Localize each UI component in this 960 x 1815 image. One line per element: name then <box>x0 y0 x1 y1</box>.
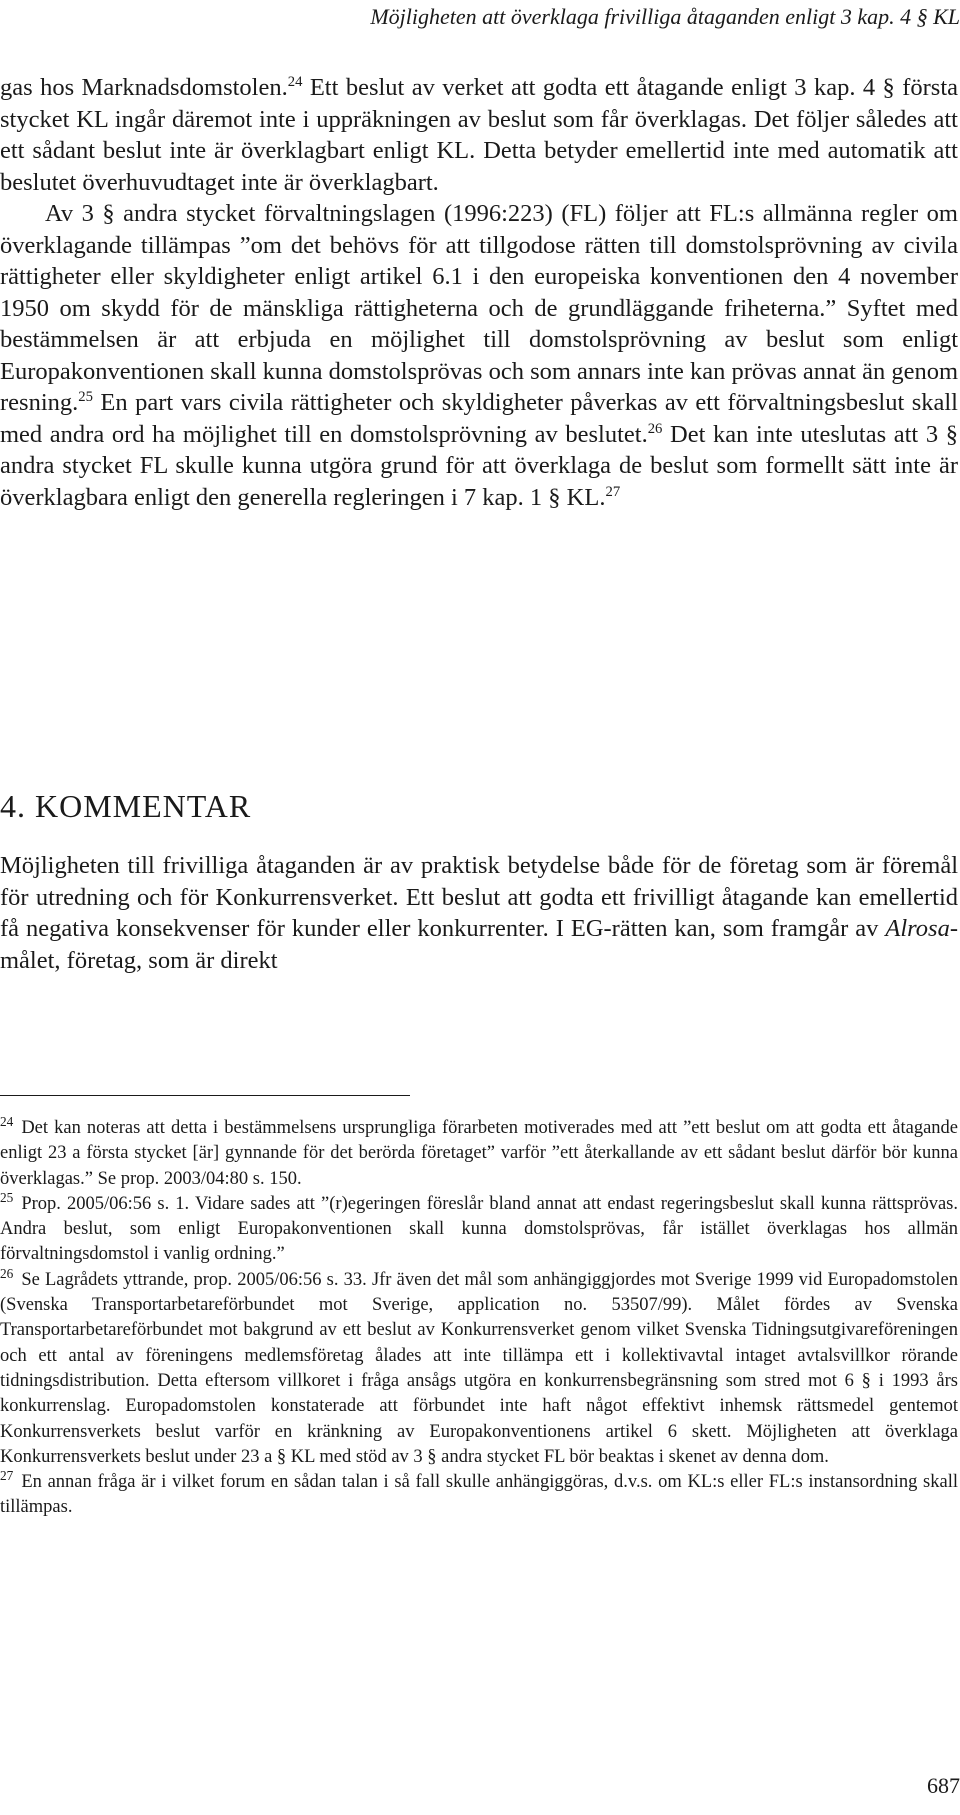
footnote-ref-25[interactable]: 25 <box>78 388 93 405</box>
body-text <box>0 72 958 513</box>
case-name: Alrosa <box>885 915 950 942</box>
section-paragraph: Möjligheten till frivilliga åtaganden är av praktisk betydelse både för de företag som är föremål för utredning och för Konkurrensverket. Ett beslut att godta ett frivilligt åtagande kan emellertid få negativa konsekvenser för kunder eller konkurrenter. I EG-rätten kan, som framgår av Alrosa-målet, företag, som är direkt <box>0 852 958 974</box>
page-number: 687 <box>927 1773 960 1798</box>
footnote-ref-24[interactable]: 24 <box>287 73 303 90</box>
paragraph-2: Av 3 § andra stycket förvaltningslagen (1996:223) (FL) följer att FL:s allmänna regler om överklagande tillämpas ”om det behövs för att tillgodose rätten till domstolsprövning av civila rättigheter eller skyldigheter enligt artikel 6.1 i den europeiska konventionen den 4 november 1950 om skydd för de mänskliga rättigheterna och de grundläggande friheterna.” Syftet med bestämmelsen är att erbjuda en möjlighet till domstolsprövning av beslut som enligt Europakonventionen skall kunna domstolsprövas och som annars inte kan prövas annat än genom resning.$^{25}$ En part vars civila rättigheter och skyldigheter påverkas av ett förvaltningsbeslut skall med andra ord ha möjlighet till en domstolsprövning av beslutet.$^{26}$ Det kan inte uteslutas att 3 § andra stycket FL skulle kunna utgöra grund för att överklaga de beslut som formellt sätt inte är överklagbara enligt den generella regleringen i 7 kap. 1 § KL.$^{27}$ <box>0 200 959 511</box>
footnote-25: $^{25}$ Prop. 2005/06:56 s. 1. Vidare sades att ”(r)egeringen föreslår bland annat att endast regeringsbeslut skall kunna rättsprövas. Andra beslut, som enligt Europakonventionen skall kunna domstolsprövas, får istället överklagas hos allmän förvaltningsdomstol i vanlig ordning.” <box>0 1189 958 1265</box>
footnote-ref-27[interactable]: 27 <box>605 483 621 500</box>
footnote-24: $^{24}$ Det kan noteras att detta i bestämmelsens ursprungliga förarbeten motiverades med att ”ett beslut om att godta ett åtagande enligt 23 a första stycket [är] gynnande för det berörda företaget” varför ”ett återkallande av ett sådant beslut därför bör kunna överklagas.” Se prop. 2003/04:80 s. 150. <box>0 1113 958 1189</box>
footnotes <box>0 1113 958 1521</box>
paragraph-1: gas hos Marknadsdomstolen.$^{24}$ Ett beslut av verket att godta ett åtagande enligt 3 kap. 4 § första stycket KL ingår däremot inte i uppräkningen av beslut som får överklagas. Det följer således att ett sådant beslut inte är överklagbart enligt KL. Detta betyder emellertid inte med automatik att beslutet överhuvudtaget inte är överklagbart. <box>0 73 958 196</box>
section-heading: 4. KOMMENTAR <box>0 788 252 824</box>
running-header: Möjligheten att överklaga frivilliga åtaganden enligt 3 kap. 4 § KL <box>370 4 960 29</box>
footnote-ref-26[interactable]: 26 <box>647 420 663 437</box>
footnote-26: $^{26}$ Se Lagrådets yttrande, prop. 2005/06:56 s. 33. Jfr även det mål som anhängiggjordes mot Sverige 1999 vid Europadomstolen (Svenska Transportarbetareförbundet mot Sverige, application no. 53507/99). Målet fördes av Svenska Transportarbetareförbundet mot bakgrund av ett beslut av Konkurrensverket genom vilket Svenska Tidningsutgivareföreningen och ett antal av föreningens medlemsföretag ålades att inte tillämpa ett i kollektivavtal intaget avtalsvillkor rörande tidningsdistribution. Detta eftersom villkoret i fråga ansågs utgöra en konkurrensbegränsning som stred mot 6 § i 1993 års konkurrenslag. Europadomstolen konstaterade att förbundet inte haft något effektivt inhemsk rättsmedel gentemot Konkurrensverkets beslut varför en kränkning av Europakonventionens artikel 6 skett. Möjligheten att överklaga Konkurrensverkets beslut under 23 a § KL med stöd av 3 § andra stycket FL bör beaktas i skenet av denna dom. <box>0 1265 958 1467</box>
footnote-27: $^{27}$ En annan fråga är i vilket forum en sådan talan i så fall skulle anhängiggöras, d.v.s. om KL:s eller FL:s instansordning skall tillämpas. <box>0 1468 958 1518</box>
footnote-divider <box>0 1095 410 1096</box>
